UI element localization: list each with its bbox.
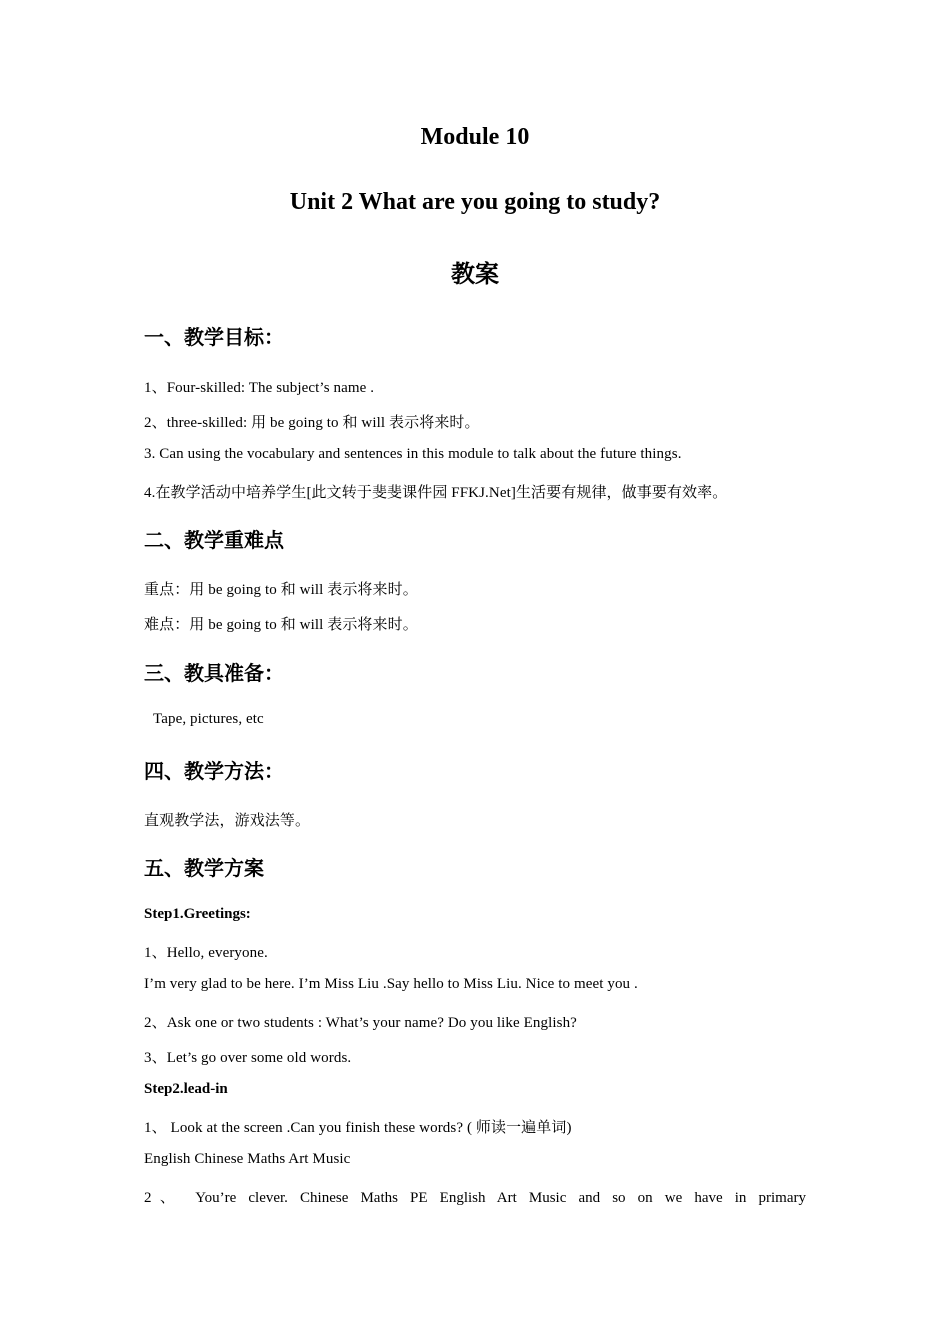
module-title: Module 10 [420, 124, 530, 150]
section-heading-materials: 三、教具准备： [144, 661, 284, 685]
step1-item: I’m very glad to be here. I’m Miss Liu .Say hello to Miss Liu. Nice to meet you . [144, 976, 638, 992]
objective-item: 3. Can using the vocabulary and sentences in this module to talk about the future things. [144, 446, 682, 462]
key-point-item: 重点：用 be going to 和 will 表示将来时。 [144, 582, 418, 598]
section-heading-objectives: 一、教学目标： [144, 325, 284, 349]
step2-item: 2、 You’re clever. Chinese Maths PE English Art Music and so on we have in primary [144, 1190, 806, 1206]
unit-title: Unit 2 What are you going to study? [289, 189, 661, 215]
section-heading-plan: 五、教学方案 [144, 856, 264, 880]
section-heading-methods: 四、教学方法： [144, 759, 284, 783]
section-heading-key-points: 二、教学重难点 [144, 528, 284, 552]
step2-item: 1、 Look at the screen .Can you finish these words? ( 师读一遍单词) [144, 1120, 572, 1136]
step1-item: 1、Hello, everyone. [144, 945, 268, 961]
objective-item: 1、Four-skilled: The subject’s name . [144, 380, 375, 396]
doc-type-title: 教案 [451, 260, 499, 288]
step1-title: Step1.Greetings: [144, 906, 251, 922]
step1-item: 2、Ask one or two students : What’s your name? Do you like English? [144, 1015, 577, 1031]
materials-item: Tape, pictures, etc [153, 711, 264, 727]
objective-item: 4.在教学活动中培养学生[此文转于斐斐课件园 FFKJ.Net]生活要有规律，做事要有效率。 [144, 485, 728, 501]
methods-item: 直观教学法，游戏法等。 [144, 813, 311, 829]
step2-title: Step2.lead-in [144, 1081, 228, 1097]
step2-item: English Chinese Maths Art Music [144, 1151, 351, 1167]
step1-item: 3、Let’s go over some old words. [144, 1050, 352, 1066]
objective-item: 2、three-skilled: 用 be going to 和 will 表示将来时。 [144, 415, 480, 431]
difficult-point-item: 难点：用 be going to 和 will 表示将来时。 [144, 617, 418, 633]
